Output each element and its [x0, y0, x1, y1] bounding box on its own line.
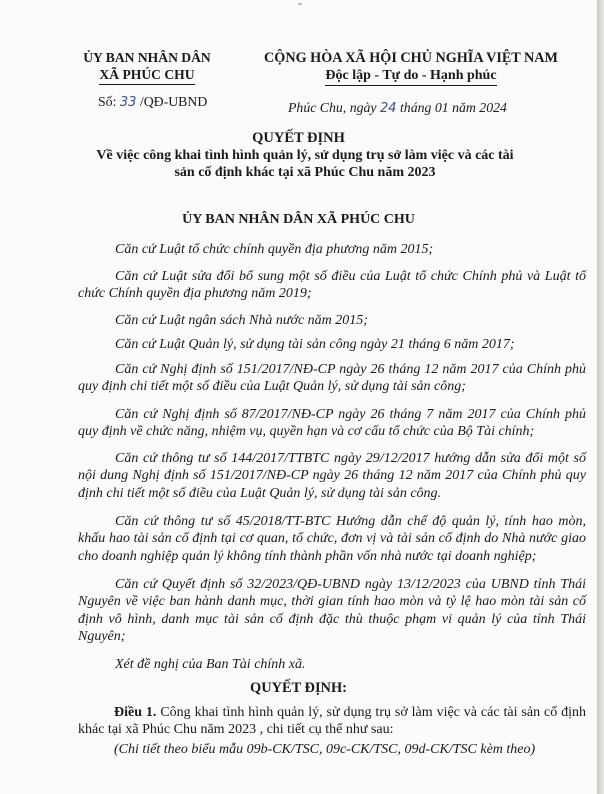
article-1-note: (Chi tiết theo biểu mẫu 09b-CK/TSC, 09c-CK/TSC, 09d-CK/TSC kèm theo) — [114, 742, 536, 757]
top-mark: - — [298, 0, 302, 10]
docno-handwritten: 33 — [119, 95, 137, 110]
decision-heading: QUYẾT ĐỊNH: — [250, 680, 347, 696]
date-after: tháng 01 năm 2024 — [399, 100, 507, 115]
issuing-authority — [72, 50, 222, 85]
article-1-text: Công khai tình hình quản lý, sử dụng trụ sở làm việc và các tài sản cố định khác tại xã Phúc Chu năm 2023 , chi tiết cụ thể như sau: — [78, 705, 587, 738]
article-1-label: Điều 1. — [114, 705, 157, 720]
ground-paragraph: Xét đề nghị của Ban Tài chính xã. — [115, 657, 306, 672]
date-before: Phúc Chu, ngày — [288, 100, 377, 115]
document-number — [98, 94, 207, 110]
scan-edge — [597, 0, 604, 794]
authority-ward: XÃ PHÚC CHU — [99, 67, 194, 85]
date-day-handwritten: 24 — [379, 101, 397, 116]
national-motto: Độc lập - Tự do - Hạnh phúc — [325, 68, 496, 86]
ground-paragraph: Căn cứ thông tư số 144/2017/TTBTC ngày 29/12/2017 hướng dẫn sửa đổi một số nội dung Nghị định số 151/2017/NĐ-CP ngày 26 tháng 12 năm 2017 của Chính phủ quy định chi tiết một số điều của Luật Quản lý, sử dụng tài sản công. — [78, 451, 586, 501]
place-date — [288, 100, 507, 116]
ground-paragraph: Căn cứ Quyết định số 32/2023/QĐ-UBND ngày 13/12/2023 của UBND tỉnh Thái Nguyên về việc ban hành danh mục, thời gian tính hao mòn và tỷ lệ hao mòn tài sản cố định vô hình, danh mục tài sản cố định đặc thù thuộc phạm vi quản lý của tỉnh Thái Nguyên; — [78, 577, 586, 644]
ground-paragraph: Căn cứ Luật tổ chức chính quyền địa phương năm 2015; — [115, 242, 434, 257]
document-subject: Về việc công khai tình hình quản lý, sử dụng trụ sở làm việc và các tài sản cố định khác tại xã Phúc Chu năm 2023 — [96, 148, 514, 180]
document-title: QUYẾT ĐỊNH — [252, 130, 345, 146]
ground-paragraph: Căn cứ Nghị định số 151/2017/NĐ-CP ngày 26 tháng 12 năm 2017 của Chính phủ quy định chi tiết một số điều của Luật Quản lý, sử dụng tài sản công; — [78, 362, 586, 395]
national-header — [240, 50, 582, 86]
ground-paragraph: Căn cứ Luật Quản lý, sử dụng tài sản công ngày 21 tháng 6 năm 2017; — [115, 337, 515, 352]
ground-paragraph: Căn cứ Luật sửa đổi bổ sung một số điều của Luật tổ chức Chính phủ và Luật tổ chức Chính quyền địa phương năm 2019; — [78, 269, 586, 302]
docno-prefix: Số: — [98, 94, 117, 109]
authority-name: ỦY BAN NHÂN DÂN — [83, 50, 211, 65]
docno-suffix: /QĐ-UBND — [139, 94, 208, 109]
issuer-heading: ỦY BAN NHÂN DÂN XÃ PHÚC CHU — [182, 212, 415, 227]
nation-name: CỘNG HÒA XÃ HỘI CHỦ NGHĨA VIỆT NAM — [264, 50, 558, 66]
ground-paragraph: Căn cứ Luật ngân sách Nhà nước năm 2015; — [115, 313, 368, 328]
ground-paragraph: Căn cứ thông tư số 45/2018/TT-BTC Hướng dẫn chế độ quản lý, tính hao mòn, khấu hao tài sản cố định tại cơ quan, tổ chức, đơn vị và tài sản cố định do Nhà nước giao cho doanh nghiệp quản lý không tính thành phần vốn nhà nước tại doanh nghiệp; — [78, 514, 586, 564]
article-1 — [78, 704, 586, 739]
ground-paragraph: Căn cứ Nghị định số 87/2017/NĐ-CP ngày 26 tháng 7 năm 2017 của Chính phủ quy định về chức năng, nhiệm vụ, quyền hạn và cơ cấu tổ chức của Bộ Tài chính; — [78, 407, 586, 440]
